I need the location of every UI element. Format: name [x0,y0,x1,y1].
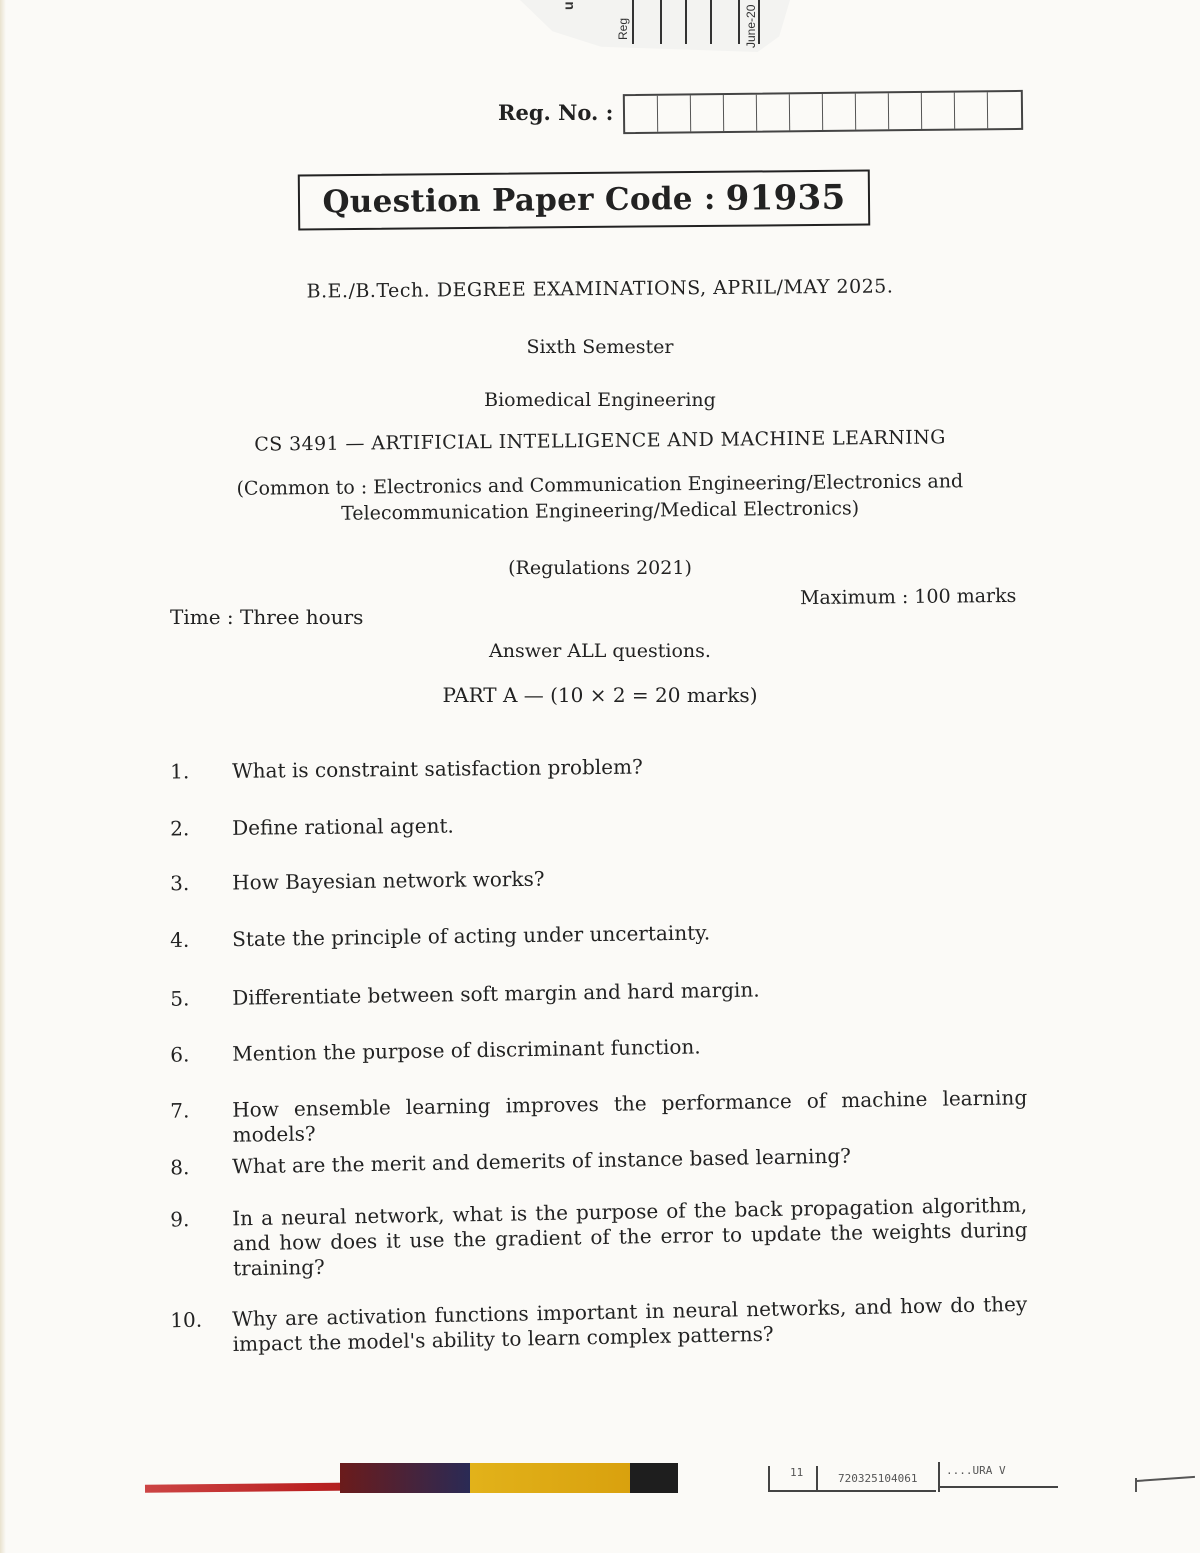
reg-digit-box[interactable] [625,96,658,132]
question-number: 4. [170,927,190,953]
question-number: 2. [170,816,190,841]
bottom-dark-strip [340,1463,470,1493]
common-to [0,466,1200,531]
code-value: 91935 [725,177,846,219]
stamp-reg-number: 720325104061 [838,1472,918,1485]
question-text: Mention the purpose of discriminant function. [232,1034,701,1066]
code-label: Question Paper Code : [322,180,716,221]
torn-fragment-reg: Reg [616,17,630,40]
reg-digit-box[interactable] [823,94,856,130]
question-item [170,1029,1030,1067]
question-text: How Bayesian network works? [232,866,545,895]
stamp-mark: 11 [790,1466,804,1479]
reg-digit-box[interactable] [922,93,955,129]
common-to-line-2: Telecommunication Engineering/Medical Electronics) [341,497,860,525]
question-item [170,807,1030,841]
bottom-yellow-strip [470,1463,630,1493]
reg-digit-box[interactable] [790,94,823,130]
question-number: 3. [170,871,190,896]
common-to-line-1: (Common to : Electronics and Communication Engineering/Electronics and [236,470,964,500]
reg-digit-box[interactable] [691,95,724,131]
reg-digit-box[interactable] [955,92,988,128]
reg-label: Reg. No. : [498,99,614,125]
question-paper-code-box [298,170,870,231]
question-item [170,1085,1030,1147]
question-text: How ensemble learning improves the performance of machine learning models? [232,1085,1028,1147]
part-a-heading: PART A — (10 × 2 = 20 marks) [442,683,758,707]
torn-fragment-letter: u [560,1,576,10]
footer-stamp [768,1458,1058,1496]
exam-title: B.E./B.Tech. DEGREE EXAMINATIONS, APRIL/MAY 2025. [306,275,894,303]
question-text: Why are activation functions important in neural networks, and how do they impact the model's ability to learn complex patterns? [232,1291,1028,1357]
question-number: 1. [170,759,190,784]
reg-digit-box[interactable] [988,92,1021,128]
question-text: Differentiate between soft margin and hard margin. [232,977,760,1010]
question-item [170,1192,1030,1281]
reg-digit-box[interactable] [724,95,757,131]
question-item [170,916,1030,953]
question-text: State the principle of acting under uncertainty. [232,920,711,952]
reg-digit-box[interactable] [757,94,790,130]
question-item [170,1291,1030,1357]
question-number: 7. [170,1098,190,1123]
torn-fragment-date: June-20 [744,4,758,48]
semester: Sixth Semester [526,336,674,358]
time-allowed: Time : Three hours [170,605,364,629]
question-number: 5. [170,986,190,1011]
registration-number [498,92,1023,132]
question-text: In a neural network, what is the purpose of the back propagation algorithm, and how does it use the gradient of the error to update the weights during training? [232,1192,1028,1281]
paper-edge [0,0,6,1553]
reg-digit-box[interactable] [889,93,922,129]
corner-mark-vertical [1135,1478,1137,1492]
maximum-marks: Maximum : 100 marks [799,584,1017,610]
question-text: What are the merit and demerits of instance based learning? [232,1143,852,1179]
reg-number-boxes[interactable] [623,90,1023,134]
reg-digit-box[interactable] [856,93,889,129]
torn-paper-strip [520,0,790,52]
bottom-black-strip [630,1463,678,1493]
reg-digit-box[interactable] [658,95,691,131]
question-item [170,973,1030,1011]
question-number: 6. [170,1042,190,1067]
corner-mark [1135,1476,1195,1482]
question-item [170,750,1030,784]
instruction: Answer ALL questions. [489,640,711,662]
question-text: Define rational agent. [232,813,454,840]
regulations: (Regulations 2021) [508,557,692,579]
question-number: 9. [170,1207,190,1232]
course-title: CS 3491 — ARTIFICIAL INTELLIGENCE AND MACHINE LEARNING [254,426,946,456]
question-number: 10. [170,1307,203,1333]
department: Biomedical Engineering [484,389,716,411]
question-number: 8. [170,1155,190,1180]
question-item [170,861,1030,896]
question-text: What is constraint satisfaction problem? [232,754,643,783]
stamp-name: ....URA V [946,1464,1006,1477]
